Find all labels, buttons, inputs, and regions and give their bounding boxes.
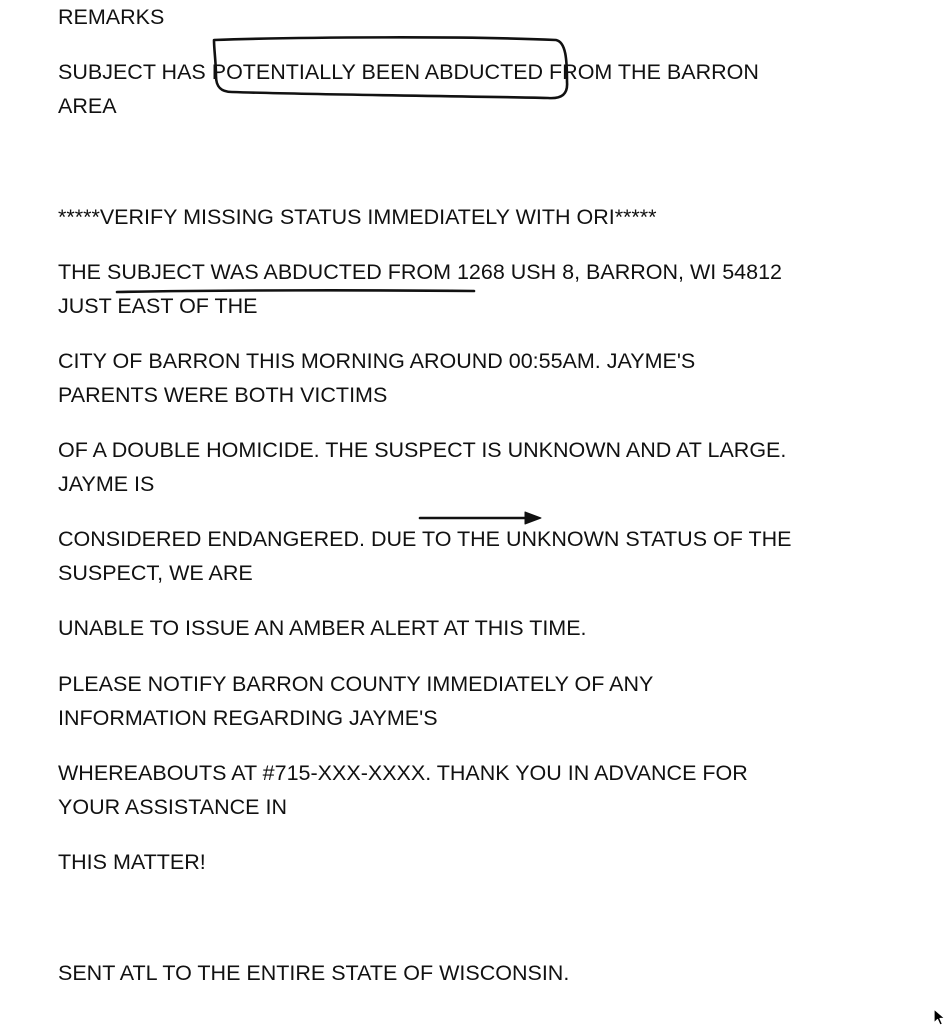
text-line: SENT ATL TO THE ENTIRE STATE OF WISCONSIN. <box>58 961 570 985</box>
text-line: THE SUBJECT WAS ABDUCTED FROM 1268 USH 8, BARRON, WI 54812 <box>58 260 783 284</box>
text-line: JAYME IS <box>58 472 155 496</box>
text-line: SUSPECT, WE ARE <box>58 561 253 585</box>
text-line: YOUR ASSISTANCE IN <box>58 795 287 819</box>
text-line: THIS MATTER! <box>58 850 206 874</box>
remarks-heading: REMARKS <box>58 5 165 29</box>
text-line: PLEASE NOTIFY BARRON COUNTY IMMEDIATELY OF ANY <box>58 672 654 696</box>
text-line: SUBJECT HAS POTENTIALLY BEEN ABDUCTED FROM THE BARRON <box>58 60 759 84</box>
text-line: INFORMATION REGARDING JAYME'S <box>58 706 438 730</box>
text-line: AREA <box>58 94 117 118</box>
mouse-pointer-icon <box>933 1008 947 1026</box>
text-line: PARENTS WERE BOTH VICTIMS <box>58 383 388 407</box>
text-line: WHEREABOUTS AT #715-XXX-XXXX. THANK YOU IN ADVANCE FOR <box>58 761 748 785</box>
text-line: CONSIDERED ENDANGERED. DUE TO THE UNKNOWN STATUS OF THE <box>58 527 792 551</box>
text-line: *****VERIFY MISSING STATUS IMMEDIATELY WITH ORI***** <box>58 205 657 229</box>
text-line: CITY OF BARRON THIS MORNING AROUND 00:55AM. JAYME'S <box>58 349 696 373</box>
text-line: JUST EAST OF THE <box>58 294 258 318</box>
text-line: OF A DOUBLE HOMICIDE. THE SUSPECT IS UNKNOWN AND AT LARGE. <box>58 438 787 462</box>
text-line: UNABLE TO ISSUE AN AMBER ALERT AT THIS TIME. <box>58 616 587 640</box>
